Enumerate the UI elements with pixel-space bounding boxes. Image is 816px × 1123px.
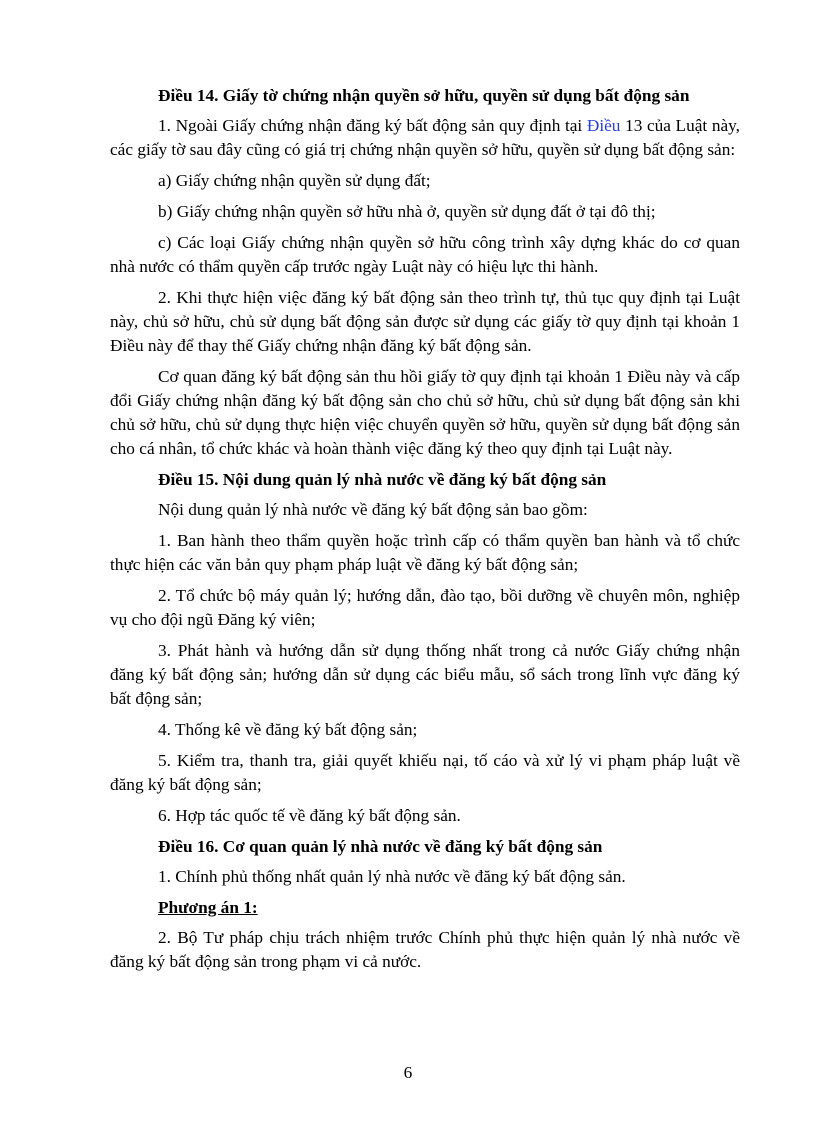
article-16-paragraph-2: 2. Bộ Tư pháp chịu trách nhiệm trước Chính phủ thực hiện quản lý nhà nước về đăng ký bất động sản trong phạm vi cả nước. (110, 928, 740, 971)
article-15-item-4: 4. Thống kê về đăng ký bất động sản; (158, 720, 418, 739)
article-15-item-5: 5. Kiểm tra, thanh tra, giải quyết khiếu nại, tố cáo và xử lý vi phạm pháp luật về đăng ký bất động sản; (110, 751, 740, 794)
article-14-item-b: b) Giấy chứng nhận quyền sở hữu nhà ở, quyền sử dụng đất ở tại đô thị; (158, 202, 656, 221)
article-14-paragraph-1-end: 13 của Luật này, các giấy tờ sau đây cũng có giá trị chứng nhận quyền sở hữu, quyền sử dụng bất động sản: (110, 116, 740, 159)
article-15-item-3: 3. Phát hành và hướng dẫn sử dụng thống nhất trong cả nước Giấy chứng nhận đăng ký bất động sản; hướng dẫn sử dụng các biểu mẫu, sổ sách trong lĩnh vực đăng ký bất động sản; (110, 641, 740, 708)
article-14-paragraph-2: 2. Khi thực hiện việc đăng ký bất động sản theo trình tự, thủ tục quy định tại Luật này, chủ sở hữu, chủ sử dụng bất động sản được sử dụng các giấy tờ quy định tại khoản 1 Điều này để thay thế Giấy chứng nhận đăng ký bất động sản. (110, 288, 740, 355)
article-14-heading: Điều 14. Giấy tờ chứng nhận quyền sở hữu, quyền sử dụng bất động sản (158, 86, 690, 105)
article-15-heading: Điều 15. Nội dung quản lý nhà nước về đăng ký bất động sản (158, 470, 607, 489)
article-15-intro: Nội dung quản lý nhà nước về đăng ký bất động sản bao gồm: (158, 500, 588, 519)
article-15-item-1: 1. Ban hành theo thẩm quyền hoặc trình cấp có thẩm quyền ban hành và tổ chức thực hiện các văn bản quy phạm pháp luật về đăng ký bất động sản; (110, 531, 740, 574)
article-16-paragraph-1: 1. Chính phủ thống nhất quản lý nhà nước về đăng ký bất động sản. (158, 867, 626, 886)
article-16-heading: Điều 16. Cơ quan quản lý nhà nước về đăng ký bất động sản (158, 837, 603, 856)
article-14-paragraph-1 (110, 114, 740, 162)
article-15-item-6: 6. Hợp tác quốc tế về đăng ký bất động sản. (158, 806, 461, 825)
page-number: 6 (403, 1063, 413, 1082)
article-14-item-a: a) Giấy chứng nhận quyền sử dụng đất; (158, 171, 431, 190)
article-15-item-2: 2. Tổ chức bộ máy quản lý; hướng dẫn, đào tạo, bồi dưỡng về chuyên môn, nghiệp vụ cho đội ngũ Đăng ký viên; (110, 586, 740, 629)
article-13-link[interactable]: Điều (586, 116, 621, 135)
article-14-item-c: c) Các loại Giấy chứng nhận quyền sở hữu công trình xây dựng khác do cơ quan nhà nước có thẩm quyền cấp trước ngày Luật này có hiệu lực thi hành. (110, 233, 740, 276)
article-14-paragraph-1-start: 1. Ngoài Giấy chứng nhận đăng ký bất động sản quy định tại (158, 116, 587, 135)
document-page (110, 84, 740, 981)
article-14-paragraph-3: Cơ quan đăng ký bất động sản thu hồi giấy tờ quy định tại khoản 1 Điều này và cấp đổi Giấy chứng nhận đăng ký bất động sản cho chủ sở hữu, chủ sử dụng bất động sản khi chủ sở hữu, chủ sử dụng thực hiện việc chuyển quyền sở hữu, quyền sử dụng bất động sản cho cá nhân, tổ chức khác và hoàn thành việc đăng ký theo quy định tại Luật này. (110, 367, 740, 458)
option-label: Phương án 1: (158, 898, 258, 917)
